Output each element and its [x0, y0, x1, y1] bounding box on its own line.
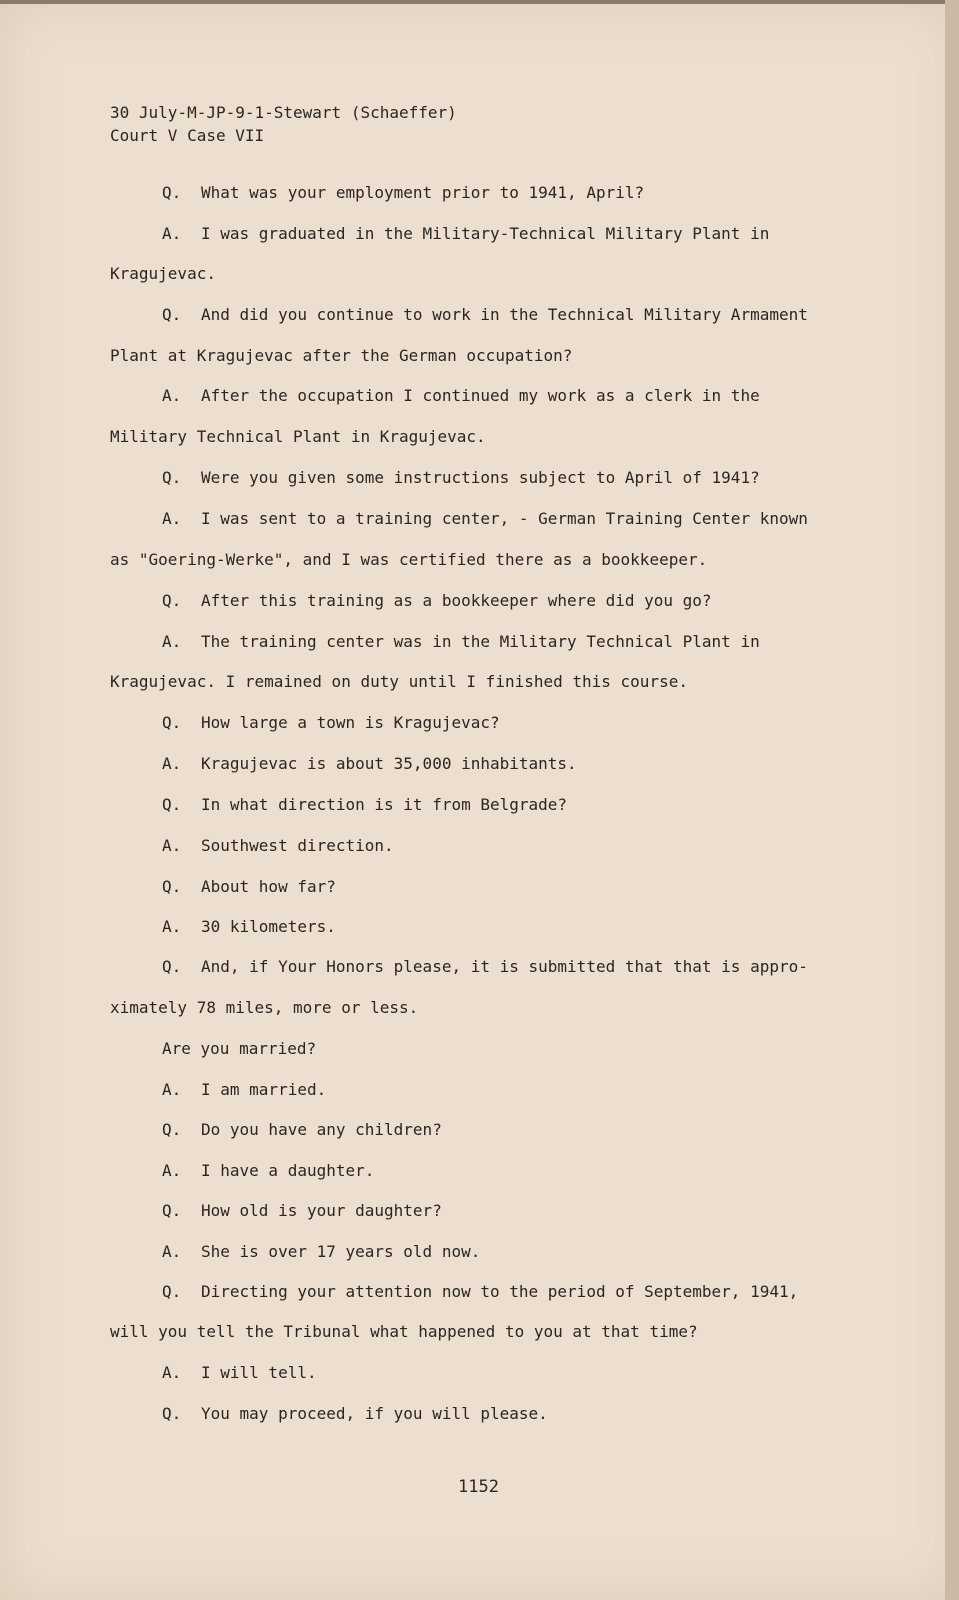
transcript-line: A. 30 kilometers. [162, 917, 336, 936]
transcript-line: A. After the occupation I continued my work as a clerk in the [162, 386, 760, 405]
transcript-line: Military Technical Plant in Kragujevac. [110, 427, 486, 446]
transcript-line: Q. And, if Your Honors please, it is submitted that that is appro- [162, 957, 808, 976]
page-right-edge [945, 0, 959, 1600]
transcript-line: as "Goering-Werke", and I was certified there as a bookkeeper. [110, 550, 708, 569]
transcript-line: A. I am married. [162, 1080, 327, 1099]
transcript-line: Q. And did you continue to work in the Technical Military Armament [162, 305, 808, 324]
transcript-line: Q. What was your employment prior to 1941, April? [162, 183, 645, 202]
header-line-1: 30 July-M-JP-9-1-Stewart (Schaeffer) [110, 103, 457, 122]
transcript-line: Q. You may proceed, if you will please. [162, 1404, 548, 1423]
document-header [110, 101, 457, 147]
transcript-line: ximately 78 miles, more or less. [110, 998, 419, 1017]
transcript-line: A. I have a daughter. [162, 1161, 375, 1180]
page-top-edge [0, 0, 959, 4]
transcript-line: Are you married? [162, 1039, 317, 1058]
transcript-line: Q. In what direction is it from Belgrade? [162, 795, 568, 814]
transcript-line: Q. How old is your daughter? [162, 1201, 442, 1220]
transcript-line: Kragujevac. [110, 264, 216, 283]
transcript-line: Q. About how far? [162, 877, 336, 896]
page-number: 1152 [458, 1477, 499, 1497]
transcript-line: A. I was sent to a training center, - German Training Center known [162, 509, 808, 528]
transcript-line: A. Kragujevac is about 35,000 inhabitants. [162, 754, 577, 773]
transcript-line: Plant at Kragujevac after the German occupation? [110, 346, 573, 365]
transcript-line: A. I was graduated in the Military-Technical Military Plant in [162, 224, 770, 243]
transcript-line: A. She is over 17 years old now. [162, 1242, 481, 1261]
transcript-line: Q. Directing your attention now to the period of September, 1941, [162, 1282, 799, 1301]
transcript-line: A. Southwest direction. [162, 836, 394, 855]
transcript-line: Kragujevac. I remained on duty until I finished this course. [110, 672, 688, 691]
transcript-line: A. I will tell. [162, 1363, 317, 1382]
header-line-2: Court V Case VII [110, 126, 265, 145]
transcript-line: A. The training center was in the Military Technical Plant in [162, 632, 760, 651]
transcript-line: Q. Do you have any children? [162, 1120, 442, 1139]
transcript-line: will you tell the Tribunal what happened to you at that time? [110, 1322, 698, 1341]
transcript-line: Q. After this training as a bookkeeper where did you go? [162, 591, 712, 610]
transcript-line: Q. Were you given some instructions subject to April of 1941? [162, 468, 760, 487]
transcript-line: Q. How large a town is Kragujevac? [162, 713, 500, 732]
